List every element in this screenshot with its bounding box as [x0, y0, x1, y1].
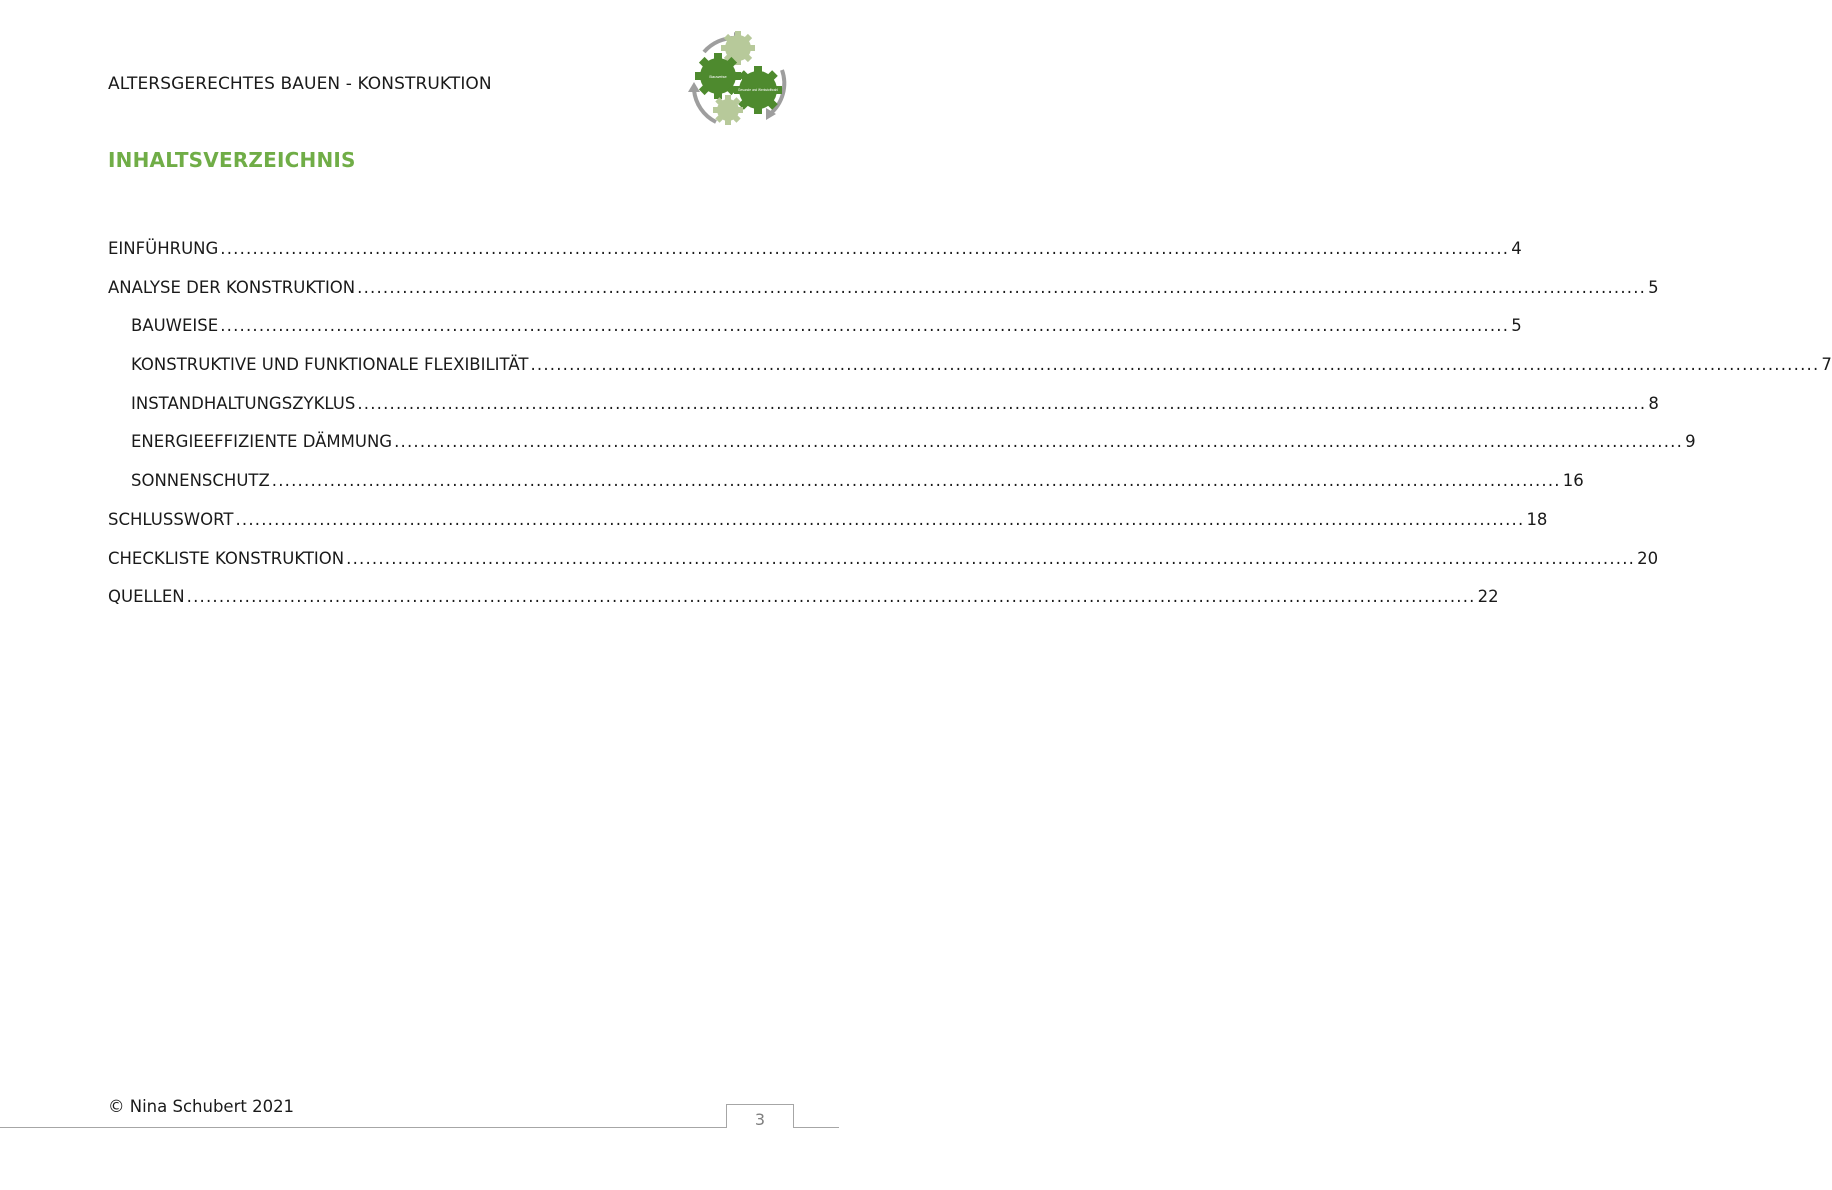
toc-entry[interactable] — [108, 238, 1522, 277]
toc-dot-leader: ........................................................................................................................................................................................................ — [357, 277, 1647, 297]
page-number-box — [726, 1104, 794, 1128]
toc-entry[interactable] — [108, 431, 1696, 470]
toc-entry-page: 20 — [1637, 548, 1659, 568]
document-title: ALTERSGERECHTES BAUEN - KONSTRUKTION — [108, 74, 492, 94]
toc-entry-label: CHECKLISTE KONSTRUKTION — [108, 548, 345, 568]
toc-entry[interactable] — [108, 393, 1659, 432]
toc-dot-leader: ........................................................................................................................................................................................................ — [235, 509, 1525, 529]
toc-heading: INHALTSVERZEICHNIS — [108, 148, 356, 172]
toc-entry-page: 22 — [1477, 587, 1499, 607]
toc-dot-leader: ........................................................................................................................................................................................................ — [271, 471, 1561, 491]
footer-copyright: © Nina Schubert 2021 — [108, 1097, 295, 1116]
toc-dot-leader: ........................................................................................................................................................................................................ — [186, 587, 1476, 607]
toc-entry-page: 5 — [1648, 277, 1659, 297]
toc-entry[interactable] — [108, 586, 1499, 625]
toc-entry-page: 16 — [1562, 471, 1584, 491]
page-number: 3 — [754, 1110, 766, 1129]
toc-entry-page: 5 — [1511, 316, 1522, 336]
table-of-contents — [108, 238, 1832, 625]
toc-entry-label: QUELLEN — [108, 587, 185, 607]
toc-entry[interactable] — [108, 470, 1584, 509]
toc-dot-leader: ........................................................................................................................................................................................................ — [394, 432, 1684, 452]
toc-dot-leader: ........................................................................................................................................................................................................ — [530, 355, 1820, 375]
toc-entry[interactable] — [108, 509, 1548, 548]
toc-entry-page: 8 — [1648, 393, 1659, 413]
toc-entry-label: BAUWEISE — [131, 316, 219, 336]
toc-entry-label: KONSTRUKTIVE UND FUNKTIONALE FLEXIBILITÄT — [131, 355, 529, 375]
toc-dot-leader: ........................................................................................................................................................................................................ — [346, 548, 1636, 568]
toc-entry-page: 18 — [1526, 509, 1548, 529]
toc-entry-label: SONNENSCHUTZ — [131, 471, 270, 491]
toc-entry-label: SCHLUSSWORT — [108, 509, 234, 529]
toc-entry-page: 9 — [1685, 432, 1696, 452]
toc-entry-label: EINFÜHRUNG — [108, 239, 219, 258]
svg-text:Bauweise: Bauweise — [709, 74, 727, 79]
toc-entry[interactable] — [108, 315, 1522, 354]
toc-entry-label: ENERGIEEFFIZIENTE DÄMMUNG — [131, 432, 393, 452]
toc-entry-label: ANALYSE DER KONSTRUKTION — [108, 277, 356, 297]
footer-divider — [0, 1127, 839, 1128]
toc-dot-leader: ........................................................................................................................................................................................................ — [220, 239, 1510, 258]
toc-dot-leader: ........................................................................................................................................................................................................ — [220, 316, 1510, 336]
toc-dot-leader: ........................................................................................................................................................................................................ — [357, 393, 1647, 413]
gears-logo-icon — [686, 30, 790, 130]
toc-entry-label: INSTANDHALTUNGSZYKLUS — [131, 393, 356, 413]
toc-entry-page: 7 — [1821, 355, 1832, 375]
svg-text:Gesunde und Werkstoffwahl: Gesunde und Werkstoffwahl — [738, 88, 778, 92]
toc-entry-page: 4 — [1511, 239, 1522, 258]
toc-entry[interactable] — [108, 354, 1832, 393]
toc-entry[interactable] — [108, 277, 1659, 316]
toc-entry[interactable] — [108, 548, 1659, 587]
